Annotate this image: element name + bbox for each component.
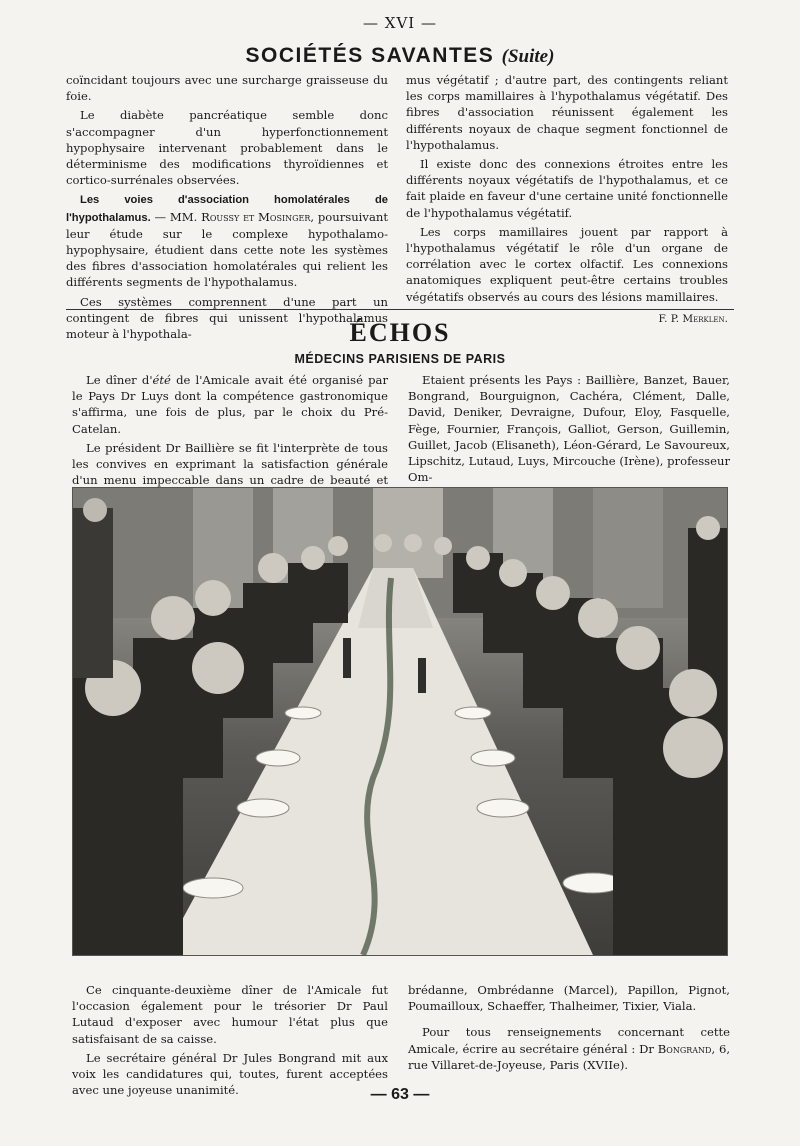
section-title-text: SOCIÉTÉS SAVANTES xyxy=(245,44,495,67)
paragraph: Il existe donc des connexions étroites entre les différents noyaux végétatifs de l'hypothalamus, et ce fait plaide en faveur d'une certaine unité fonctionnelle de l'hypothalamus végétatif. xyxy=(406,157,728,220)
echos-right-column xyxy=(408,372,730,488)
paragraph-homolaterales xyxy=(66,191,388,290)
paragraph: brédanne, Ombrédanne (Marcel), Papillon, Pignot, Poumailloux, Schaeffer, Thalheimer, Tixier, Viala. xyxy=(408,983,730,1014)
section-title-suffix: (Suite) xyxy=(501,46,555,67)
paragraph: Les corps mamillaires jouent par rapport à l'hypothalamus végétatif le rôle d'un organe de corrélation avec le cortex olfactif. Les connexions anatomiques expliquent peut-être certains troubles végétatifs observés au cours des lésions mamillaires. xyxy=(406,224,728,304)
paragraph: Le président Dr Baillière se fit l'interprète de tous les convives en exprimant la satisfaction générale d'un menu impeccable dans un cadre de beauté et xyxy=(72,440,388,488)
authors: Roussy et Mosinger xyxy=(201,209,311,224)
banquet-photo xyxy=(72,487,728,956)
signature: F. P. Merklen. xyxy=(658,312,728,325)
echos-bottom-right-column xyxy=(408,982,730,1076)
paragraph: Le secrétaire général Dr Jules Bongrand mit aux voix les candidatures qui, toutes, furent acceptées avec une joyeuse unanimité. xyxy=(72,1050,388,1098)
paragraph xyxy=(72,372,388,437)
contact-paragraph xyxy=(408,1024,730,1073)
text: Le dîner d' xyxy=(86,373,153,387)
text: Pour tous renseignements concernant cette Amicale, écrire au secrétaire général : Dr xyxy=(408,1025,730,1056)
societes-right-column xyxy=(406,72,728,327)
echos-title: ÉCHOS xyxy=(349,318,451,347)
echos-subtitle: MÉDECINS PARISIENS DE PARIS xyxy=(294,352,506,366)
dash: — MM. xyxy=(150,209,202,224)
section-title xyxy=(0,44,800,68)
page-number-roman: — XVI — xyxy=(363,14,437,32)
italic-word: été xyxy=(152,373,171,387)
paragraph: Ces systèmes comprennent d'une part un contingent de fibres qui unissent l'hypothalamus moteur à l'hypothala- xyxy=(66,294,388,342)
page-number: — 63 — xyxy=(370,1086,430,1103)
section-divider xyxy=(66,309,734,310)
text: , 6, rue Villaret-de-Joyeuse, Paris (XVIIe). xyxy=(408,1041,731,1072)
paragraph-body: , poursuivant leur étude sur le complexe hypothalamo-hypophysaire, étudient dans cette note les systèmes des fibres d'association homolatérales qui relient les différents segments de l'hypothalamus. xyxy=(66,209,388,290)
attendees-paragraph: Etaient présents les Pays : Baillière, Banzet, Bauer, Bongrand, Bourguignon, Cachéra, Clément, Dalle, David, Deniker, Devraigne, Dufour, Eloy, Fasquelle, Fège, Fournier, François, Galliot, Gerson, Guillemin, Guillet, Jacob (Elisaneth), Léon-Gérard, Le Savoureux, Lipschitz, Lutaud, Luys, Mircouche (Irène), professeur Om- xyxy=(408,373,730,485)
paragraph: mus végétatif ; d'autre part, des contingents reliant les corps mamillaires à l'hypothalamus végétatif. Des fibres d'association réunissent également les différents noyaux de chaque segment fonctionnel de l'hypothalamus. xyxy=(406,73,728,152)
echos-bottom-left-column xyxy=(72,982,388,1101)
paragraph: coïncidant toujours avec une surcharge graisseuse du foie. xyxy=(66,73,388,104)
paragraph: Le diabète pancréatique semble donc s'accompagner d'un hyperfonctionnement hypophysaire intervenant probablement dans le déterminisme des modifications thyroïdiennes et cortico-surrénales observées. xyxy=(66,108,388,188)
paragraph: Ce cinquante-deuxième dîner de l'Amicale fut l'occasion également pour le trésorier Dr Paul Lutaud d'exposer avec humour l'état plus que satisfaisant de sa caisse. xyxy=(72,983,388,1046)
secretary-name: Bongrand xyxy=(657,1041,712,1056)
text: de l'Amicale avait été organisé par le Pays Dr Luys dont la compétence gastronomique s'affirma, une fois de plus, par le choix du Pré-Catelan. xyxy=(72,373,388,436)
paragraph-heading: Les voies d'association homolatérales de l'hypothalamus. xyxy=(66,194,388,224)
banquet-photo-illustration xyxy=(73,488,727,955)
societes-left-column xyxy=(66,72,388,345)
